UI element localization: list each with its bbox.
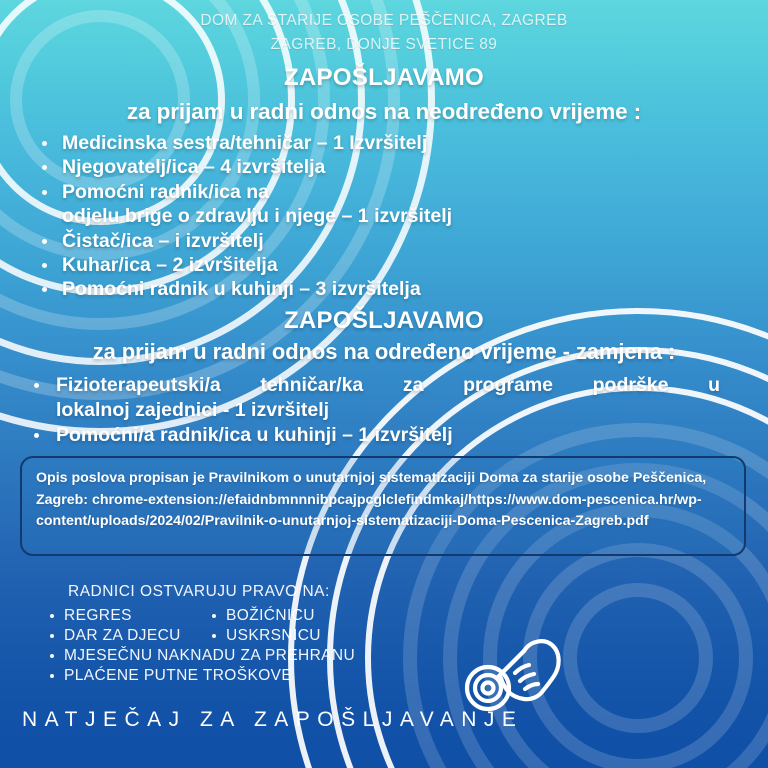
job-line-1: Medicinska sestra/tehničar – 1 Izvršitelj — [62, 132, 428, 154]
benefit-item: PLAĆENE PUTNE TROŠKOVE — [48, 666, 292, 686]
job-line-1: Čistač/ica – i izvršitelj — [62, 229, 264, 252]
benefit-item: DAR ZA DJECU — [48, 626, 181, 646]
list-item — [40, 229, 768, 253]
list-item — [40, 253, 768, 277]
subheading-temporary: za prijam u radni odnos na određeno vrijeme - zamjena : — [92, 338, 676, 364]
heading-hiring-permanent: ZAPOŠLJAVAMO — [283, 64, 485, 91]
job-line-1: Njegovatelj/ica – 4 izvršitelja — [62, 156, 326, 179]
benefits-title: RADNICI OSTVARUJU PRAVO NA: — [68, 583, 330, 600]
job-description-info-box — [20, 456, 746, 556]
list-item — [40, 277, 768, 301]
benefit-item: USKRSNICU — [210, 626, 321, 646]
job-line-1: Kuhar/ica – 2 izvršitelja — [62, 254, 278, 277]
job-line-1: Pomoćni radnik/ica na — [62, 180, 269, 203]
benefits-list — [44, 606, 464, 686]
pointing-hand-target-icon — [462, 625, 574, 720]
job-description-text[interactable]: Opis poslova propisan je Pravilnikom o unutarnjoj sistematizaciji Doma za starije osobe Peščenica, Zagreb: chrome-extension://efaidnbmnnnibpcajpcglclefindmkaj/https://www.dom-pescenica.hr/wp-content/uploads/2024/02/Pravilnik-o-unutarnjoj-sistematizaciji-Doma-Pescenica-Zagreb.pdf — [36, 470, 707, 529]
list-item — [40, 131, 768, 155]
benefits-row — [44, 606, 464, 626]
organization-name: DOM ZA STARIJE OSOBE PEŠČENICA, ZAGREB — [200, 12, 568, 29]
benefits-row — [44, 626, 464, 646]
list-item — [40, 155, 768, 179]
benefit-item: BOŽIĆNICU — [210, 606, 315, 626]
benefit-item: REGRES — [48, 606, 132, 626]
subheading-permanent: za prijam u radni odnos na neodređeno vrijeme : — [126, 99, 642, 124]
temporary-jobs-list — [0, 373, 768, 448]
list-item — [30, 373, 768, 423]
footer-title: NATJEČAJ ZA ZAPOŠLJAVANJE — [22, 708, 524, 731]
permanent-jobs-list — [0, 131, 768, 302]
benefits-row — [44, 646, 464, 666]
job-line-1: Pomoćni radnik u kuhinji – 3 izvršitelja — [62, 278, 421, 301]
benefit-item: MJESEČNU NAKNADU ZA PREHRANU — [48, 646, 355, 666]
list-item — [40, 180, 768, 229]
benefits-row — [44, 666, 464, 686]
organization-address: ZAGREB, DONJE SVETICE 89 — [270, 36, 498, 53]
job-line-2: lokalnoj zajednici - 1 izvršitelj — [56, 398, 330, 421]
list-item — [30, 423, 768, 448]
heading-hiring-temporary: ZAPOŠLJAVAMO — [283, 306, 485, 334]
job-line-2: odjelu brige o zdravlju i njege – 1 izvršitelj — [62, 205, 453, 228]
job-line-1: Pomoćni/a radnik/ica u kuhinji – 1 izvršitelj — [56, 423, 453, 446]
job-line-1: Fizioterapeutski/a tehničar/ka za programe podrške u — [56, 373, 720, 396]
